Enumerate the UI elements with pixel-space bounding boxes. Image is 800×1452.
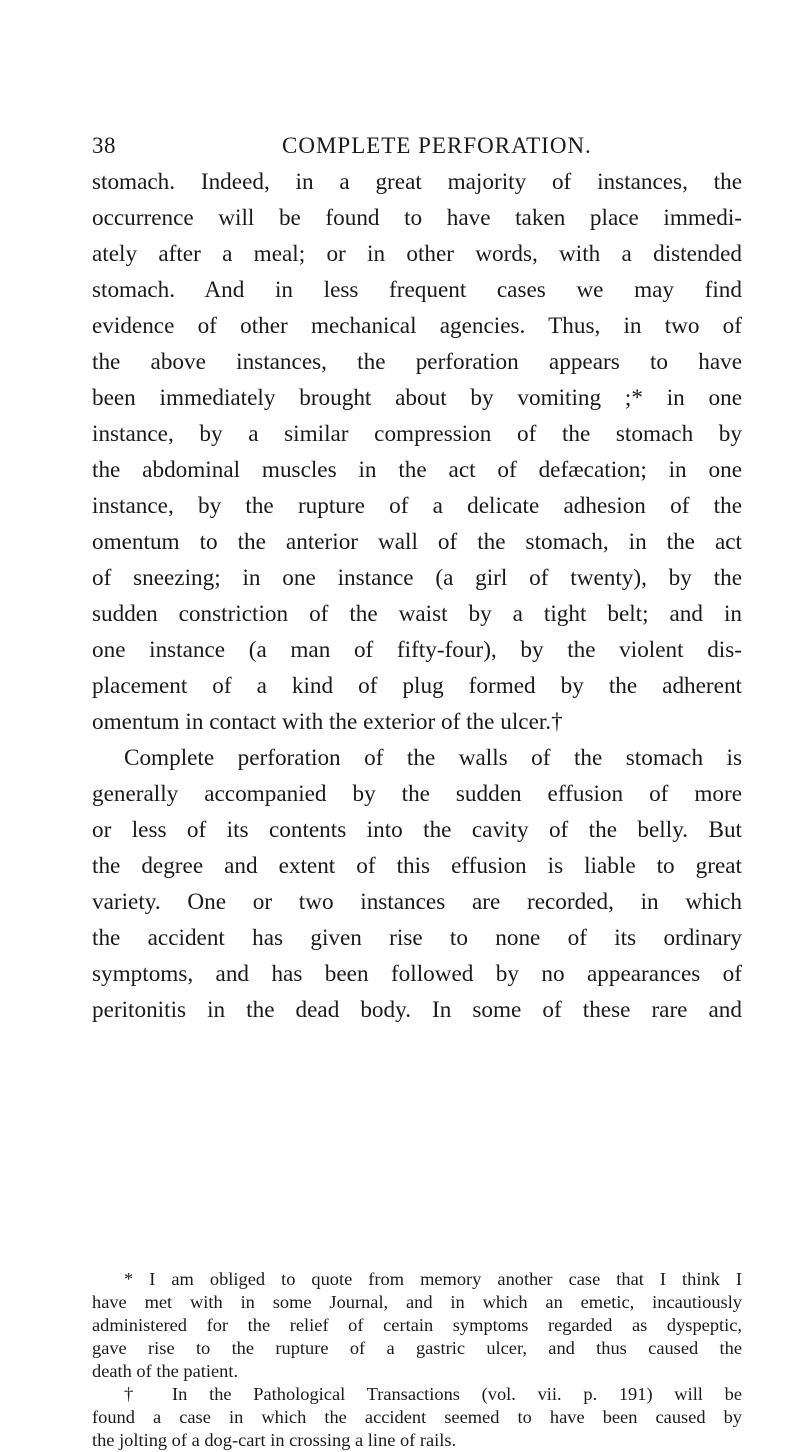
text-line: instance, by the rupture of a delicate adhesion of the [92, 493, 742, 519]
text-line: omentum in contact with the exterior of the ulcer.† [92, 709, 563, 735]
text-line: instance, by a similar compression of the stomach by [92, 421, 742, 447]
text-line: or less of its contents into the cavity of the belly. But [92, 817, 742, 843]
text-line: variety. One or two instances are recorded, in which [92, 889, 742, 915]
text-line: peritonitis in the dead body. In some of these rare and [92, 997, 742, 1023]
text-line: been immediately brought about by vomiting ;* in one [92, 385, 742, 411]
text-line: symptoms, and has been followed by no appearances of [92, 961, 742, 987]
page-number: 38 [92, 133, 116, 158]
text-line: one instance (a man of fifty-four), by the violent dis- [92, 637, 742, 663]
footnotes [92, 1268, 742, 1452]
text-line: occurrence will be found to have taken place immedi- [92, 205, 742, 231]
text-line: generally accompanied by the sudden effusion of more [92, 781, 742, 807]
footnote-line: death of the patient. [92, 1361, 239, 1381]
text-line: evidence of other mechanical agencies. Thus, in two of [92, 313, 742, 339]
text-line: stomach. And in less frequent cases we may find [92, 277, 742, 303]
text-line: placement of a kind of plug formed by the adherent [92, 673, 742, 699]
paragraph-start-line: Complete perforation of the walls of the stomach is [124, 745, 742, 771]
text-line: the accident has given rise to none of its ordinary [92, 925, 742, 951]
footnote-line: gave rise to the rupture of a gastric ulcer, and thus caused the [92, 1338, 742, 1358]
body-text [92, 164, 742, 1028]
text-line: ately after a meal; or in other words, with a distended [92, 241, 742, 267]
footnote-line: have met with in some Journal, and in which an emetic, incautiously [92, 1292, 742, 1312]
footnote-line: found a case in which the accident seemed to have been caused by [92, 1407, 742, 1427]
footnote-line: administered for the relief of certain symptoms regarded as dyspeptic, [92, 1315, 742, 1335]
text-line: of sneezing; in one instance (a girl of twenty), by the [92, 565, 742, 591]
text-line: the abdominal muscles in the act of defæcation; in one [92, 457, 742, 483]
text-line: the above instances, the perforation appears to have [92, 349, 742, 375]
footnote-line: the jolting of a dog-cart in crossing a line of rails. [92, 1430, 457, 1450]
footnote-line: † In the Pathological Transactions (vol. vii. p. 191) will be [124, 1384, 742, 1404]
text-line: sudden constriction of the waist by a tight belt; and in [92, 601, 742, 627]
text-line: omentum to the anterior wall of the stomach, in the act [92, 529, 742, 555]
text-line: the degree and extent of this effusion is liable to great [92, 853, 742, 879]
running-head: COMPLETE PERFORATION. [282, 133, 592, 158]
text-line: stomach. Indeed, in a great majority of instances, the [92, 169, 742, 195]
footnote-line: * I am obliged to quote from memory another case that I think I [124, 1269, 742, 1289]
